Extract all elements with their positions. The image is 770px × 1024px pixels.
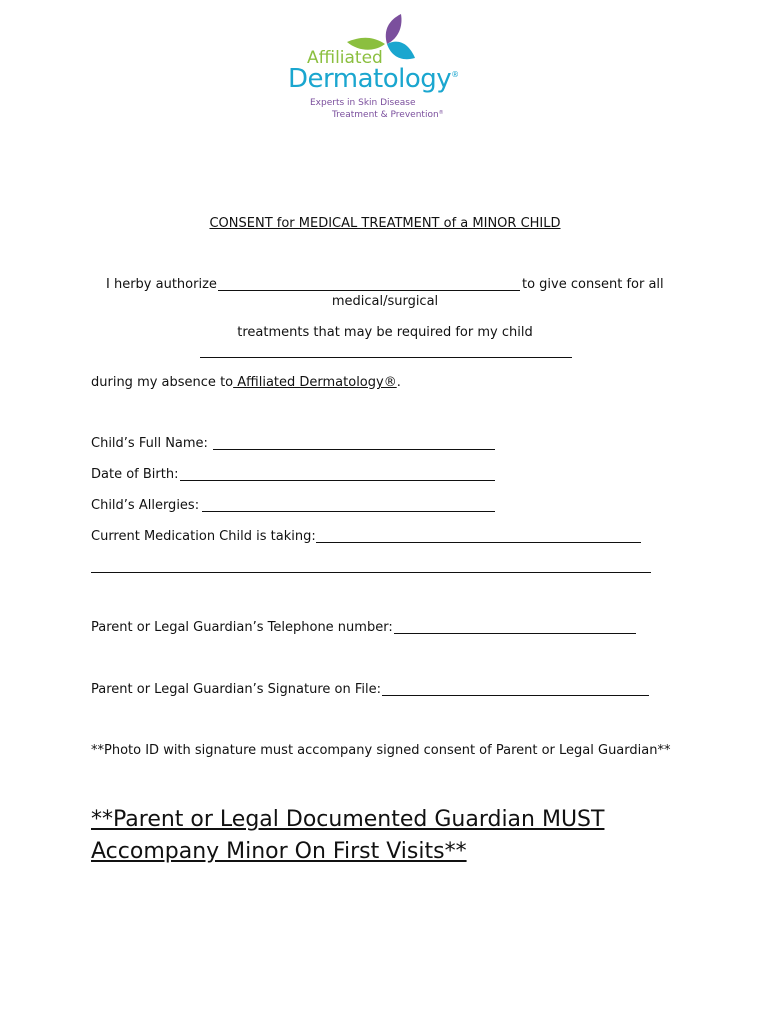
- photo-id-note: **Photo ID with signature must accompany signed consent of Parent or Legal Guardian**: [91, 743, 671, 758]
- current-medication-field-line-2[interactable]: [91, 572, 651, 573]
- authorize-line-2: medical/surgical: [331, 294, 439, 309]
- date-of-birth-field[interactable]: [180, 480, 495, 481]
- childs-full-name-label: Child’s Full Name:: [91, 436, 208, 451]
- absence-text: during my absence to Affiliated Dermatology®.: [91, 375, 401, 390]
- current-medication-field[interactable]: [316, 542, 641, 543]
- brand-main-text: Dermatology®: [288, 64, 459, 94]
- authorize-prefix: I herby authorize: [106, 277, 217, 292]
- tagline-line-1: Experts in Skin Disease: [310, 98, 416, 108]
- authorize-suffix: to give consent for all: [522, 277, 664, 292]
- guardian-notice-line-1: **Parent or Legal Documented Guardian MUST: [91, 807, 605, 832]
- tagline-line-2: Treatment & Prevention®: [332, 110, 444, 120]
- guardian-signature-field[interactable]: [382, 695, 649, 696]
- date-of-birth-label: Date of Birth:: [91, 467, 179, 482]
- child-name-authorization-field[interactable]: [200, 357, 572, 358]
- form-title: CONSENT for MEDICAL TREATMENT of a MINOR CHILD: [209, 216, 561, 231]
- affiliated-dermatology-logo: [288, 12, 478, 120]
- guardian-phone-field[interactable]: [394, 633, 636, 634]
- guardian-notice-line-2: Accompany Minor On First Visits**: [91, 839, 467, 864]
- brand-top-text: Affiliated: [307, 48, 383, 68]
- guardian-signature-label: Parent or Legal Guardian’s Signature on File:: [91, 682, 381, 697]
- practice-name: Affiliated Dermatology®: [233, 375, 397, 390]
- guardian-phone-label: Parent or Legal Guardian’s Telephone number:: [91, 620, 393, 635]
- childs-full-name-field[interactable]: [213, 449, 495, 450]
- current-medication-label: Current Medication Child is taking:: [91, 529, 316, 544]
- childs-allergies-field[interactable]: [202, 511, 495, 512]
- authorized-person-field[interactable]: [218, 290, 520, 291]
- childs-allergies-label: Child’s Allergies:: [91, 498, 200, 513]
- treatments-text: treatments that may be required for my child: [237, 325, 533, 340]
